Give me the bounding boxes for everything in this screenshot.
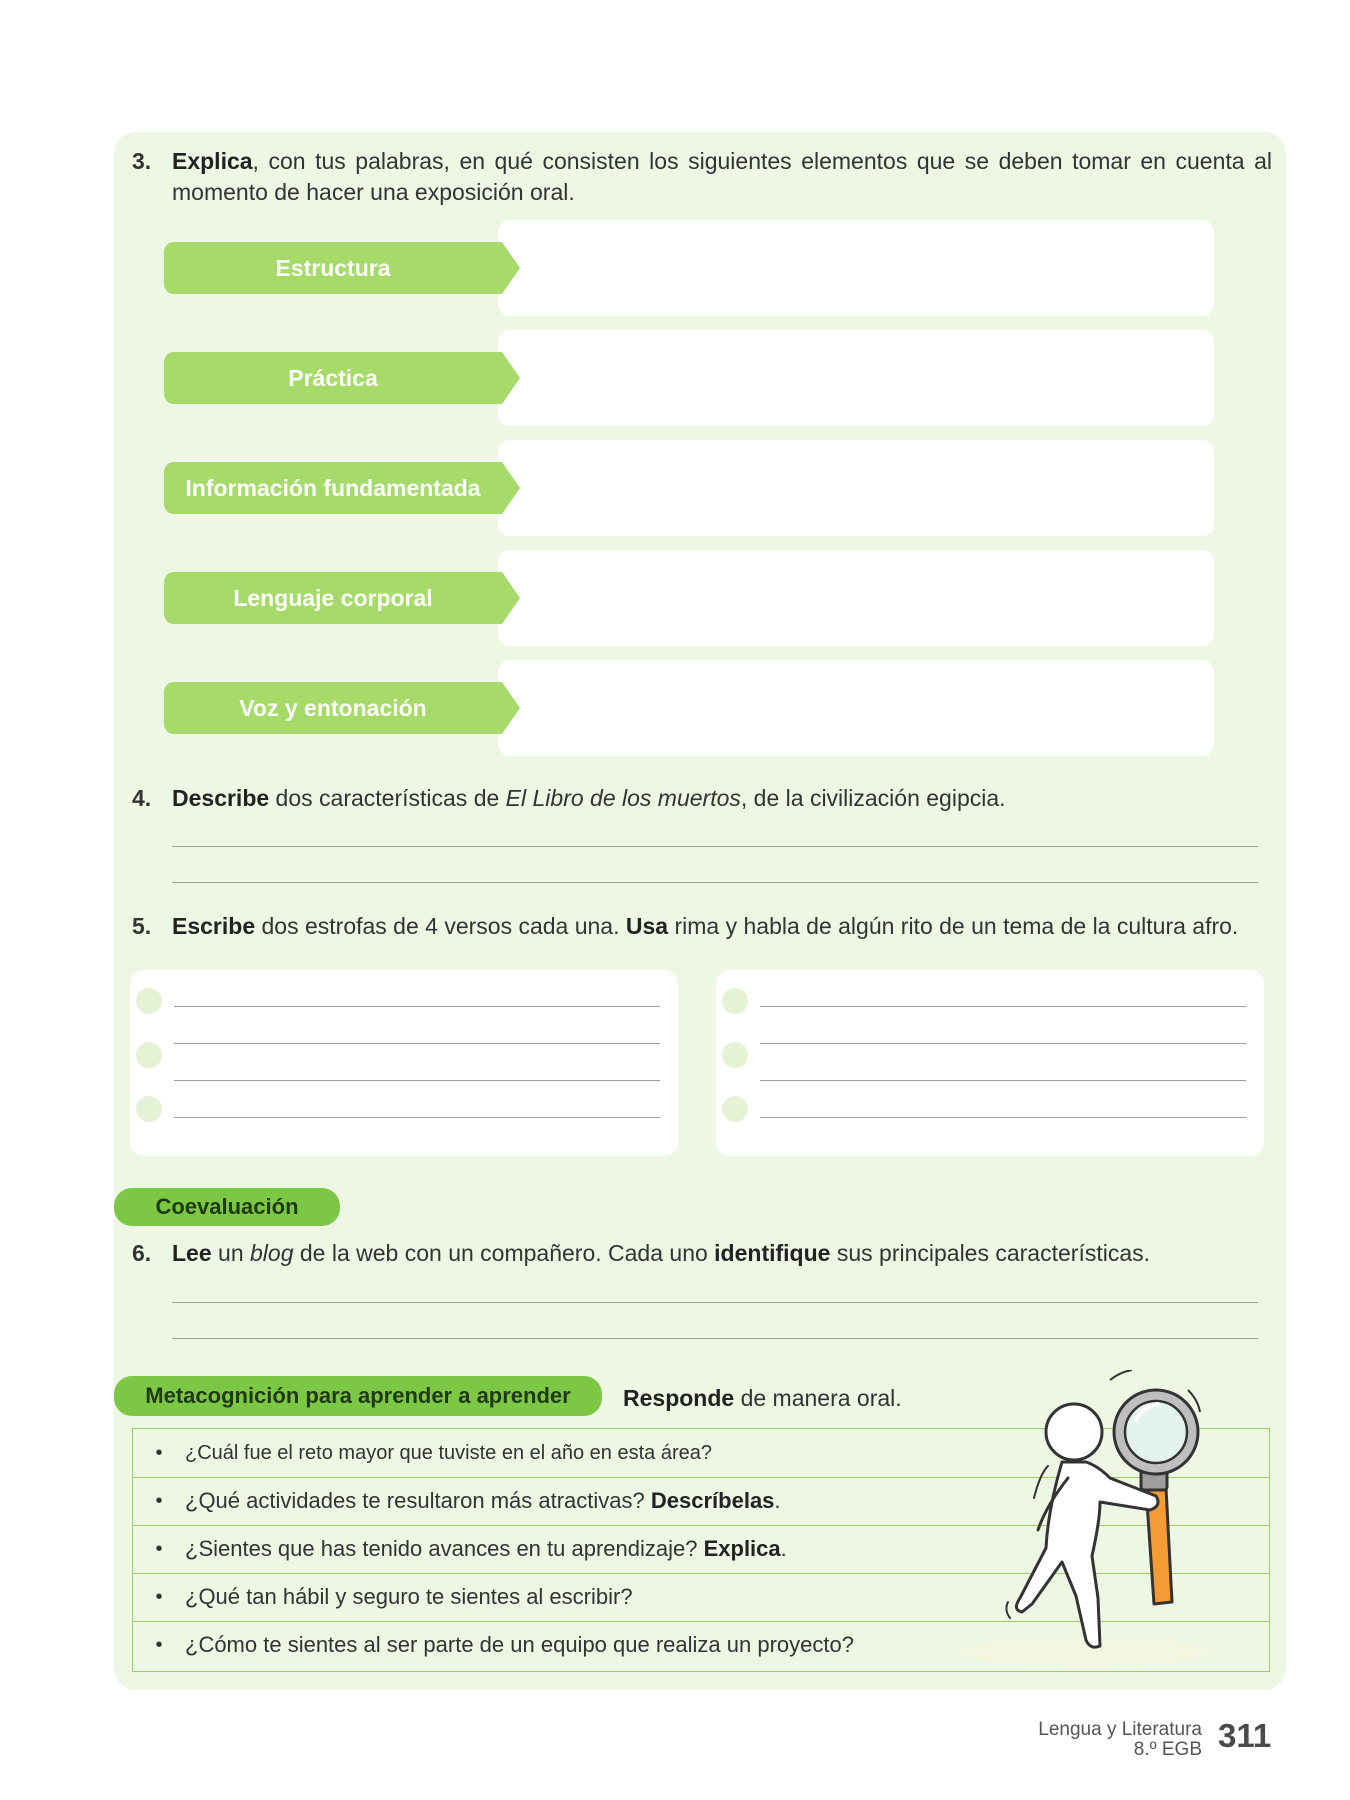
bullet-icon: •	[155, 1489, 163, 1512]
verse-line[interactable]	[174, 1117, 660, 1118]
bullet-icon: •	[155, 1537, 163, 1560]
magnifier-character-illustration	[950, 1370, 1250, 1670]
question-text: dos estrofas de 4 versos cada una.	[255, 913, 626, 939]
question-text: , de la civilización egipcia.	[740, 785, 1006, 811]
question-4	[132, 783, 1006, 814]
grade-label: 8.º EGB	[1133, 1739, 1202, 1760]
question-3	[132, 146, 1272, 208]
page-number: 311	[1218, 1717, 1272, 1754]
question-verb: Lee	[172, 1240, 212, 1266]
question-verb: Escribe	[172, 913, 256, 939]
question-text: ¿Sientes que has tenido avances en tu aprendizaje? Explica.	[185, 1536, 787, 1561]
question-text-cont: momento de hacer una exposición oral.	[172, 179, 575, 205]
question-number: 5.	[132, 913, 152, 939]
instruction-text: de manera oral.	[734, 1385, 902, 1411]
question-verb: Describe	[172, 785, 270, 811]
element-tag-informacion: Información fundamentada	[164, 462, 502, 514]
answer-box-estructura[interactable]	[498, 220, 1214, 316]
answer-line[interactable]	[172, 882, 1258, 883]
question-text: un	[211, 1240, 251, 1266]
line-marker	[722, 1096, 748, 1122]
question-text: sus principales características.	[830, 1240, 1151, 1266]
question-text: ¿Qué actividades te resultaron más atractivas? Descríbelas.	[185, 1488, 781, 1513]
element-tag-voz: Voz y entonación	[164, 682, 502, 734]
question-verb: Usa	[625, 913, 669, 939]
question-text: ¿Cuál fue el reto mayor que tuviste en el año en esta área?	[185, 1441, 712, 1464]
question-5	[132, 911, 1238, 942]
verse-line[interactable]	[174, 1080, 660, 1081]
metacognicion-instruction	[623, 1383, 902, 1414]
line-marker	[722, 988, 748, 1014]
answer-line[interactable]	[172, 1302, 1258, 1303]
line-marker	[722, 1042, 748, 1068]
question-text: ¿Cómo te sientes al ser parte de un equipo que realiza un proyecto?	[185, 1632, 854, 1657]
verse-line[interactable]	[760, 1080, 1246, 1081]
line-marker	[136, 988, 162, 1014]
bullet-icon: •	[155, 1633, 163, 1656]
line-marker	[136, 1042, 162, 1068]
answer-box-voz[interactable]	[498, 660, 1214, 756]
element-tag-lenguaje: Lenguaje corporal	[164, 572, 502, 624]
question-text: , con tus palabras, en qué consisten los siguientes elementos que se deben tomar en cuenta al	[252, 148, 1272, 174]
element-tag-estructura: Estructura	[164, 242, 502, 294]
answer-line[interactable]	[172, 846, 1258, 847]
answer-line[interactable]	[172, 1338, 1258, 1339]
question-text: de la web con un compañero. Cada uno	[293, 1240, 715, 1266]
bullet-icon: •	[155, 1441, 163, 1464]
question-verb: identifique	[714, 1240, 831, 1266]
answer-box-lenguaje[interactable]	[498, 550, 1214, 646]
answer-box-informacion[interactable]	[498, 440, 1214, 536]
book-title: El Libro de los muertos	[505, 785, 741, 811]
question-number: 6.	[132, 1240, 152, 1266]
stanza-box-2[interactable]	[716, 970, 1264, 1156]
verse-line[interactable]	[760, 1006, 1246, 1007]
stanza-box-1[interactable]	[130, 970, 678, 1156]
coevaluacion-label: Coevaluación	[114, 1188, 340, 1226]
verse-line[interactable]	[174, 1043, 660, 1044]
line-marker	[136, 1096, 162, 1122]
verse-line[interactable]	[760, 1043, 1246, 1044]
question-6	[132, 1238, 1150, 1269]
question-text: rima y habla de algún rito de un tema de la cultura afro.	[668, 913, 1239, 939]
ground-shadow	[960, 1638, 1210, 1666]
metacognicion-label: Metacognición para aprender a aprender	[114, 1376, 602, 1416]
italic-word: blog	[250, 1240, 294, 1266]
question-text: ¿Qué tan hábil y seguro te sientes al escribir?	[185, 1584, 633, 1609]
subject-name: Lengua y Literatura	[1038, 1719, 1202, 1740]
question-verb: Explica	[172, 148, 253, 174]
instruction-verb: Responde	[623, 1385, 735, 1411]
verse-line[interactable]	[174, 1006, 660, 1007]
question-number: 3.	[132, 148, 152, 174]
bullet-icon: •	[155, 1585, 163, 1608]
verse-line[interactable]	[760, 1117, 1246, 1118]
answer-box-practica[interactable]	[498, 330, 1214, 426]
question-number: 4.	[132, 785, 152, 811]
element-tag-practica: Práctica	[164, 352, 502, 404]
footer-subject	[1038, 1720, 1202, 1760]
question-text: dos características de	[269, 785, 506, 811]
